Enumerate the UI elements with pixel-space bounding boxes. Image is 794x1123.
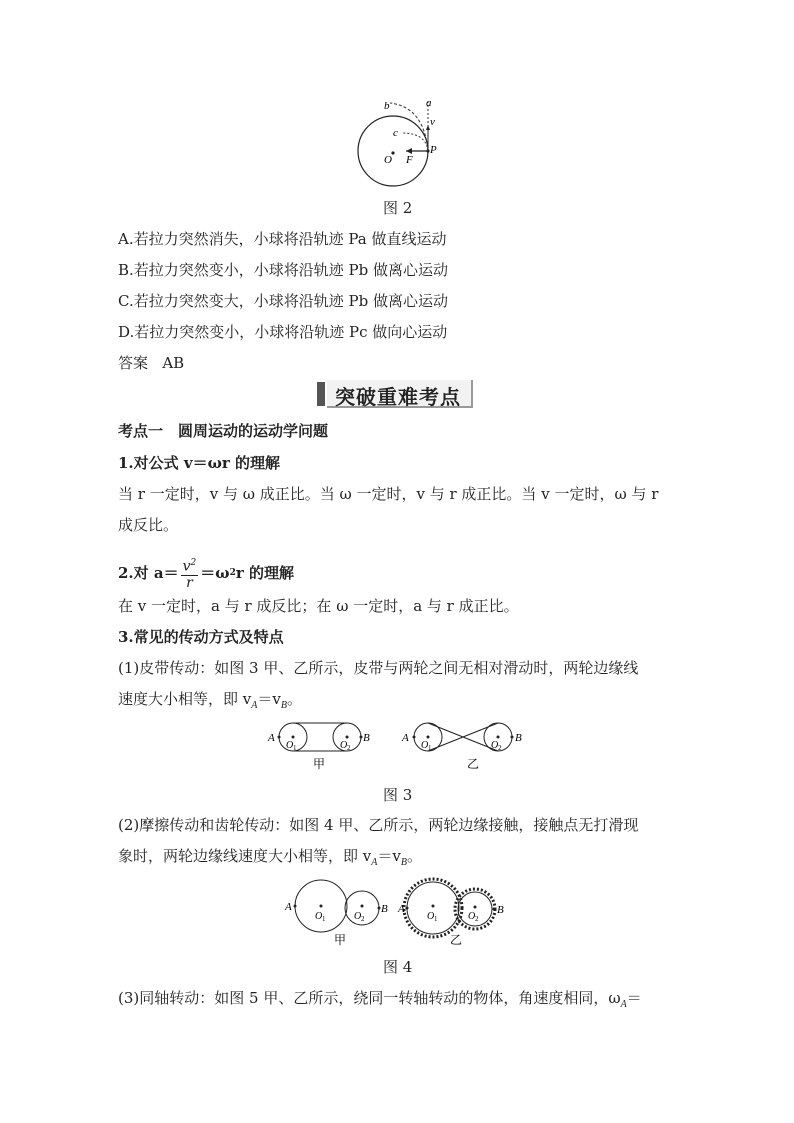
label-P: P [430, 144, 437, 156]
fig3-jia-label: 甲 [313, 757, 326, 771]
fig3-jia-O2: O [340, 740, 348, 751]
answer-label: 答案 [118, 354, 149, 372]
answer-value: AB [162, 354, 185, 372]
fig3-yi-B: B [515, 732, 522, 744]
figure-2-diagram [350, 95, 450, 190]
option-a: A.若拉力突然消失，小球将沿轨迹 Pa 做直线运动 [118, 230, 447, 248]
fig4-yi-O2-sub: 2 [475, 915, 479, 923]
fig4-yi-O1: O [427, 911, 435, 922]
fig3-jia-B: B [363, 732, 370, 744]
fig3-jia-O1: O [286, 740, 294, 751]
fig4-jia-O1-sub: 1 [322, 915, 326, 923]
option-b: B.若拉力突然变小，小球将沿轨迹 Pb 做离心运动 [118, 261, 449, 279]
topic-heading: 考点一 圆周运动的运动学问题 [118, 422, 329, 440]
fig4-jia-O2-sub: 2 [361, 915, 365, 923]
figure-3-caption: 图 3 [383, 786, 413, 804]
figure-2-caption: 图 2 [383, 199, 413, 217]
fig4-jia-O1: O [315, 911, 323, 922]
fig4-yi-A: A [398, 903, 405, 915]
fig3-jia-O1-sub: 1 [293, 744, 297, 752]
fig4-yi-label: 乙 [450, 933, 463, 947]
fig3-yi-O1-sub: 1 [428, 744, 432, 752]
item3-p3-line1: (3)同轴转动：如图 5 甲、乙所示，绕同一转轴转动的物体，角速度相同，$\omega_A=$ [118, 989, 642, 1010]
fig4-yi-O1-sub: 1 [434, 915, 438, 923]
fig3-jia-O2-sub: 2 [347, 744, 351, 752]
figure-4-diagram [282, 876, 522, 948]
fig4-jia-O2: O [354, 911, 362, 922]
figure-3-diagram [262, 718, 532, 773]
fig3-jia-A: A [268, 732, 275, 744]
item3-p1-line1: (1)皮带传动：如图 3 甲、乙所示，皮带与两轮之间无相对滑动时，两轮边缘线 [118, 659, 639, 677]
fig4-jia-A: A [285, 901, 292, 913]
fig4-jia-B: B [381, 903, 388, 915]
fig3-yi-O2: O [491, 740, 499, 751]
item3-heading: 3.常见的传动方式及特点 [118, 628, 284, 646]
option-c: C.若拉力突然变大，小球将沿轨迹 Pb 做离心运动 [118, 292, 448, 310]
label-c: c [393, 127, 398, 139]
item1-line2: 成反比。 [118, 516, 179, 534]
item1-line1: 当 r 一定时，v 与 ω 成正比。当 ω 一定时，v 与 r 成正比。当 v 一定时，ω 与 r [118, 485, 659, 503]
option-d: D.若拉力突然变小，小球将沿轨迹 Pc 做向心运动 [118, 323, 448, 341]
fig4-yi-B: B [497, 904, 504, 916]
fig3-yi-A: A [402, 732, 409, 744]
fraction: $v^2$ r [182, 558, 197, 591]
figure-4-caption: 图 4 [383, 958, 413, 976]
section-banner-title: 突破重难考点 [335, 385, 461, 409]
label-a: a [426, 97, 432, 109]
section-banner [317, 380, 475, 408]
label-O: O [384, 154, 392, 166]
item3-p2-line1: (2)摩擦传动和齿轮传动：如图 4 甲、乙所示，两轮边缘接触，接触点无打滑现 [118, 816, 639, 834]
label-v: v [430, 116, 435, 128]
fig3-yi-O1: O [421, 740, 429, 751]
item2-heading: 2.对 a＝ $v^2$ r ＝ω 2 r 的理解 [118, 558, 294, 591]
fig3-yi-O2-sub: 2 [498, 744, 502, 752]
item2-line1: 在 v 一定时，a 与 r 成反比；在 ω 一定时，a 与 r 成正比。 [118, 597, 519, 615]
answer [118, 353, 184, 373]
fig4-jia-label: 甲 [334, 933, 347, 947]
item1-heading: 1.对公式 v＝ωr 的理解 [118, 454, 281, 472]
label-b: b [384, 100, 390, 112]
fig4-yi-O2: O [468, 911, 476, 922]
label-F: F [406, 154, 413, 166]
item3-p1-line2: 速度大小相等，即 $v_A=v_B$。 [118, 690, 302, 711]
item3-p2-line2: 象时，两轮边缘线速度大小相等，即 $v_A=v_B$。 [118, 847, 422, 868]
fig3-yi-label: 乙 [467, 757, 480, 771]
